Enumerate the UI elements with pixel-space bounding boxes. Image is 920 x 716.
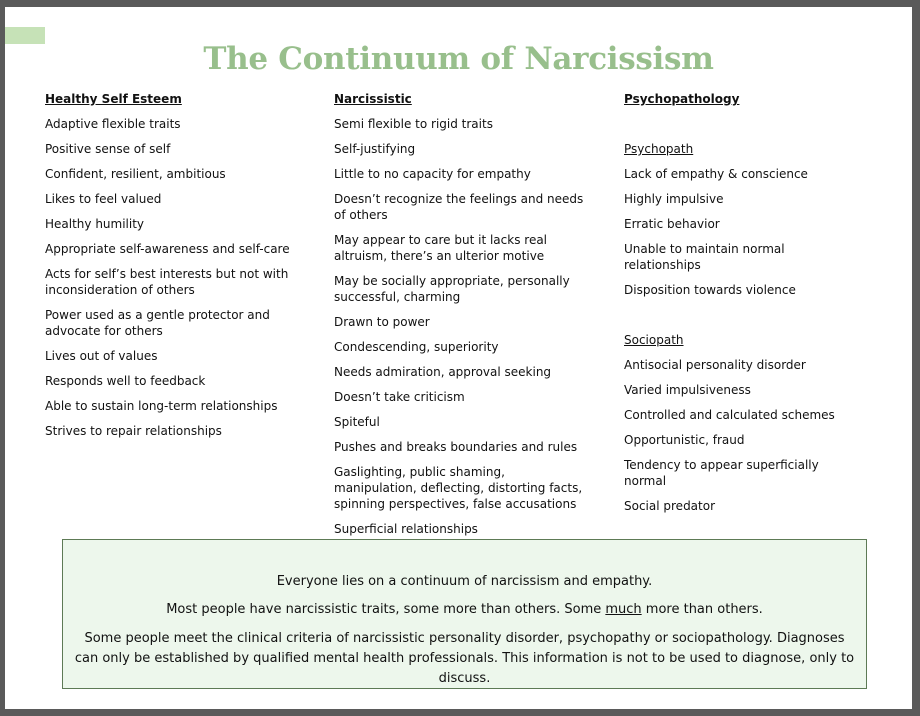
note-line-traits [63, 600, 866, 620]
narcissistic-column [334, 91, 584, 546]
list-item: Erratic behavior [624, 217, 720, 231]
list-item: Tendency to appear superficially normal [624, 458, 819, 488]
note-text: more than others. [641, 602, 763, 617]
list-item: May appear to care but it lacks real altruism, there’s an ulterior motive [334, 233, 548, 263]
list-item: Controlled and calculated schemes [624, 408, 835, 422]
list-item: Able to sustain long-term relationships [45, 399, 278, 413]
list-item: Lives out of values [45, 349, 158, 363]
list-item: Unable to maintain normal relationships [624, 242, 785, 272]
list-item: Spiteful [334, 415, 380, 429]
list-item: Superficial relationships [334, 522, 478, 536]
list-item: Social predator [624, 499, 716, 513]
note-text: Most people have narcissistic traits, some more than others. Some [166, 602, 606, 617]
list-item: Healthy humility [45, 217, 145, 231]
list-item: Strives to repair relationships [45, 424, 222, 438]
summary-note-box [62, 539, 867, 689]
list-item: Semi flexible to rigid traits [334, 117, 493, 131]
column-heading: Healthy Self Esteem [45, 92, 182, 106]
list-item: Power used as a gentle protector and advocate for others [45, 308, 270, 338]
list-item: Adaptive flexible traits [45, 117, 181, 131]
list-item: May be socially appropriate, personally successful, charming [334, 274, 570, 304]
list-item: Responds well to feedback [45, 374, 206, 388]
list-item: Drawn to power [334, 315, 430, 329]
list-item: Self-justifying [334, 142, 416, 156]
section-spacer [624, 307, 864, 332]
note-line-continuum: Everyone lies on a continuum of narcissism and empathy. [276, 574, 653, 589]
healthy-column [45, 91, 290, 448]
list-item: Positive sense of self [45, 142, 171, 156]
list-item: Acts for self’s best interests but not with inconsideration of others [45, 267, 289, 297]
list-item: Likes to feel valued [45, 192, 162, 206]
list-item: Doesn’t recognize the feelings and needs of others [334, 192, 584, 222]
list-item: Highly impulsive [624, 192, 724, 206]
sociopath-subheading: Sociopath [624, 333, 684, 347]
list-item: Appropriate self-awareness and self-care [45, 242, 290, 256]
list-item: Needs admiration, approval seeking [334, 365, 552, 379]
document-page [5, 7, 912, 709]
list-item: Opportunistic, fraud [624, 433, 745, 447]
column-heading: Psychopathology [624, 92, 740, 106]
note-line-disclaimer: Some people meet the clinical criteria of narcissistic personality disorder, psychopathy or sociopathology. Diagnoses can only be established by qualified mental health professionals. This information is not to be used to diagnose, only to discuss. [74, 631, 855, 686]
list-item: Disposition towards violence [624, 283, 796, 297]
list-item: Varied impulsiveness [624, 383, 751, 397]
psychopath-subheading: Psychopath [624, 142, 694, 156]
list-item: Little to no capacity for empathy [334, 167, 531, 181]
list-item: Lack of empathy & conscience [624, 167, 808, 181]
section-spacer [624, 116, 864, 141]
list-item: Gaslighting, public shaming, manipulation, deflecting, distorting facts, spinning perspectives, false accusations [334, 465, 583, 511]
note-emphasis: much [605, 602, 642, 617]
list-item: Pushes and breaks boundaries and rules [334, 440, 578, 454]
column-heading: Narcissistic [334, 92, 412, 106]
list-item: Doesn’t take criticism [334, 390, 465, 404]
psychopathology-column [624, 91, 864, 523]
list-item: Confident, resilient, ambitious [45, 167, 226, 181]
page-title: The Continuum of Narcissism [203, 41, 714, 77]
list-item: Condescending, superiority [334, 340, 499, 354]
list-item: Antisocial personality disorder [624, 358, 806, 372]
